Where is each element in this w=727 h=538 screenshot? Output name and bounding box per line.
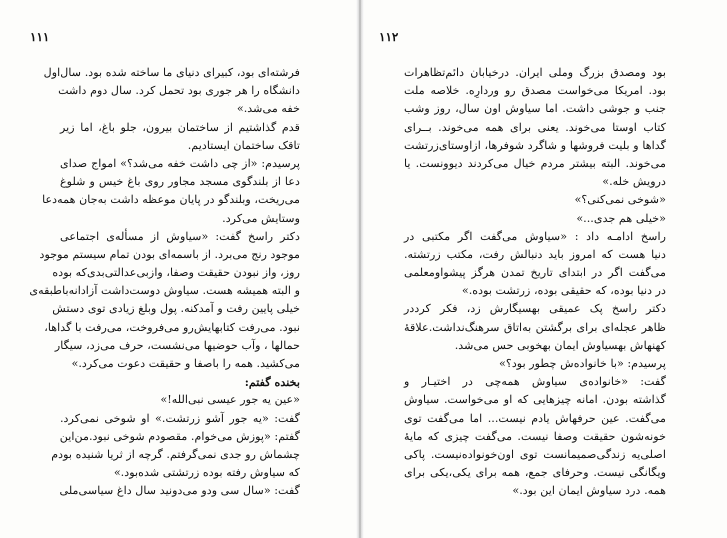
- text-line: می‌خوند. البته بیشتر مردم خیال می‌کردند دیوونست. یا: [404, 156, 666, 170]
- text-line: کتاب اوستا می‌خوند. یعنی برای همه می‌خوند. بــرای: [404, 120, 666, 134]
- book-spine: [356, 0, 364, 538]
- left-page: [0, 0, 356, 538]
- page-number: ۱۱۱: [30, 30, 50, 44]
- text-line: «عین یه جور عیسی نبی‌الله!»: [160, 393, 300, 407]
- text-line: روز، واز نبودن حقیقت وصفا، وازبی‌عدالتی‌بدی‌که بوده: [52, 266, 300, 280]
- text-line: دکتر راسخ گفت: «سیاوش از مسأله‌ی اجتماعی: [60, 229, 300, 243]
- text-line: کهنهاش بهسیاوش ایمان بهخوبی حس می‌شد.: [454, 338, 666, 352]
- text-line: جنب و جوشی داشت. اما سیاوش اون سال، روز وشب: [404, 102, 666, 116]
- text-line: خیلی پایین رفت و آمدکنه. پول وبلغ زیادی توی دستش: [52, 302, 300, 316]
- text-line: در دنیا بوده، که حقیقی بوده، زرتشت بوده.»: [461, 284, 666, 298]
- text-line: دانشگاه را هر جوری بود تحمل کرد. سال دوم داشت: [58, 84, 300, 98]
- text-line: گداها و بلیت فروشها و شاگرد شوفرها، ازاوستای‌زرتشت: [404, 138, 666, 152]
- text-line: پرسیدم: «از چی داشت خفه می‌شد؟» امواج صدای: [60, 156, 300, 170]
- text-line: می‌ریخت، وبلندگو در پایان موعظه داشت به‌جان همه‌دعا: [42, 193, 300, 207]
- text-line: اصلی‌یه زندگی‌صمیمانست توی اون‌خونواده‌نیست. پاکی: [404, 447, 666, 461]
- text-line: گفت: «سال سی ودو می‌دونید سال داغ سیاسی‌ملی: [59, 484, 300, 498]
- text-line: دنیا هست که امروز باید دنبالش رفت، مکتب زرتشته.: [404, 247, 666, 261]
- text-line: بود. امریکا می‌خواست مصدق رو وردارِه. خلاصه ملت: [404, 84, 666, 98]
- text-line: چشماش رو جدی نمی‌گرفتم. گرچه از ثریا شنیده بودم: [51, 447, 300, 461]
- text-line: فرشته‌ای بود، کبیرای دنیای ما ساخته شده بود. سال‌اول: [43, 66, 300, 79]
- text-line: نبود. می‌رفت کتابهایش‌رو می‌فروخت، می‌رفت با گداها،: [44, 320, 300, 334]
- text-line: بخنده گفتم:: [244, 375, 300, 390]
- text-line: دعا از بلندگوی مسجد مجاور روی باغ خیس و شلوغ: [60, 175, 300, 189]
- text-line: خفه می‌شد.»: [236, 102, 300, 116]
- text-line: وستایش می‌کرد.: [222, 211, 300, 225]
- text-line: «شوخی نمی‌کنی؟»: [574, 193, 666, 207]
- text-line: درویش خله.»: [602, 175, 666, 189]
- text-line: گذاشته بودن. امانه چیزهایی که او می‌خواست. سیاوش: [404, 393, 666, 407]
- text-column: [29, 64, 300, 501]
- text-line: و البته همیشه هست. سیاوش دوست‌داشت آزادانه‌باطبقه‌ی: [29, 284, 300, 298]
- text-line: قدم گذاشتیم از ساختمان بیرون، جلو باغ، اما زیر: [60, 120, 300, 134]
- text-line: ویگانگی نیست. وحرفای جمع، همه برای یکی،یکی برای: [404, 466, 666, 480]
- text-line: خونه‌شون حقیقت وصفا نیست. می‌گفت چیزی که مایهٔ: [404, 429, 666, 443]
- text-line: «خیلی هم جدی...»: [576, 211, 666, 225]
- text-line: پرسیدم: «با خانواده‌ش چطور بود؟»: [499, 357, 666, 370]
- text-line: ظاهر عجله‌ای برای برگشتن به‌اتاق سرهنگ‌نداشت.علاقهٔ: [404, 320, 666, 334]
- text-line: می‌گفت اگر در ابتدای تاریخ تمدن هرگز پیشوا‌ومعلمی: [404, 266, 666, 280]
- text-line: گفت: «خانواده‌ی سیاوش همه‌چی در اختیـار و: [404, 375, 666, 389]
- text-line: تاقک ساختمان ایستادیم.: [187, 138, 300, 152]
- page-number: ۱۱۲: [379, 30, 399, 44]
- text-line: راسخ ادامـه داد : «سیاوش می‌گفت اگر مکتبی در: [404, 229, 666, 243]
- text-line: بود ومصدق بزرگ وملی ایران. درخیابان دائم‌تظاهرات: [404, 66, 666, 79]
- text-line: که سیاوش رفته بوده زرتشتی شده‌بود.»: [113, 466, 300, 480]
- text-line: همه. درد سیاوش ایمان این بود.»: [512, 484, 666, 498]
- right-page: [364, 0, 727, 538]
- text-column: [404, 64, 666, 501]
- text-line: گفت: «یه جور آشو زرتشت.» او شوخی نمی‌کرد.: [60, 411, 300, 425]
- text-line: موجود رنج می‌برد. از باسمه‌ای بودن تمام سیستم موجود: [39, 247, 300, 261]
- text-line: می‌کشید. همه را باصفا و حقیقت دعوت می‌کرد.»: [71, 357, 300, 370]
- text-line: گفتم: «پوزش می‌خوام. مقصودم شوخی نبود.من‌این: [59, 429, 300, 443]
- text-line: می‌گفت. عین حرفهاش یادم نیست... اما می‌گفت توی: [404, 411, 666, 425]
- text-line: حمالها ، وآب حوضیها می‌نشست، حرف می‌زد، سیگار: [54, 338, 300, 352]
- text-line: دکتر راسخ پک عمیقی بهسیگارش زد، فکر کرددر: [404, 302, 666, 316]
